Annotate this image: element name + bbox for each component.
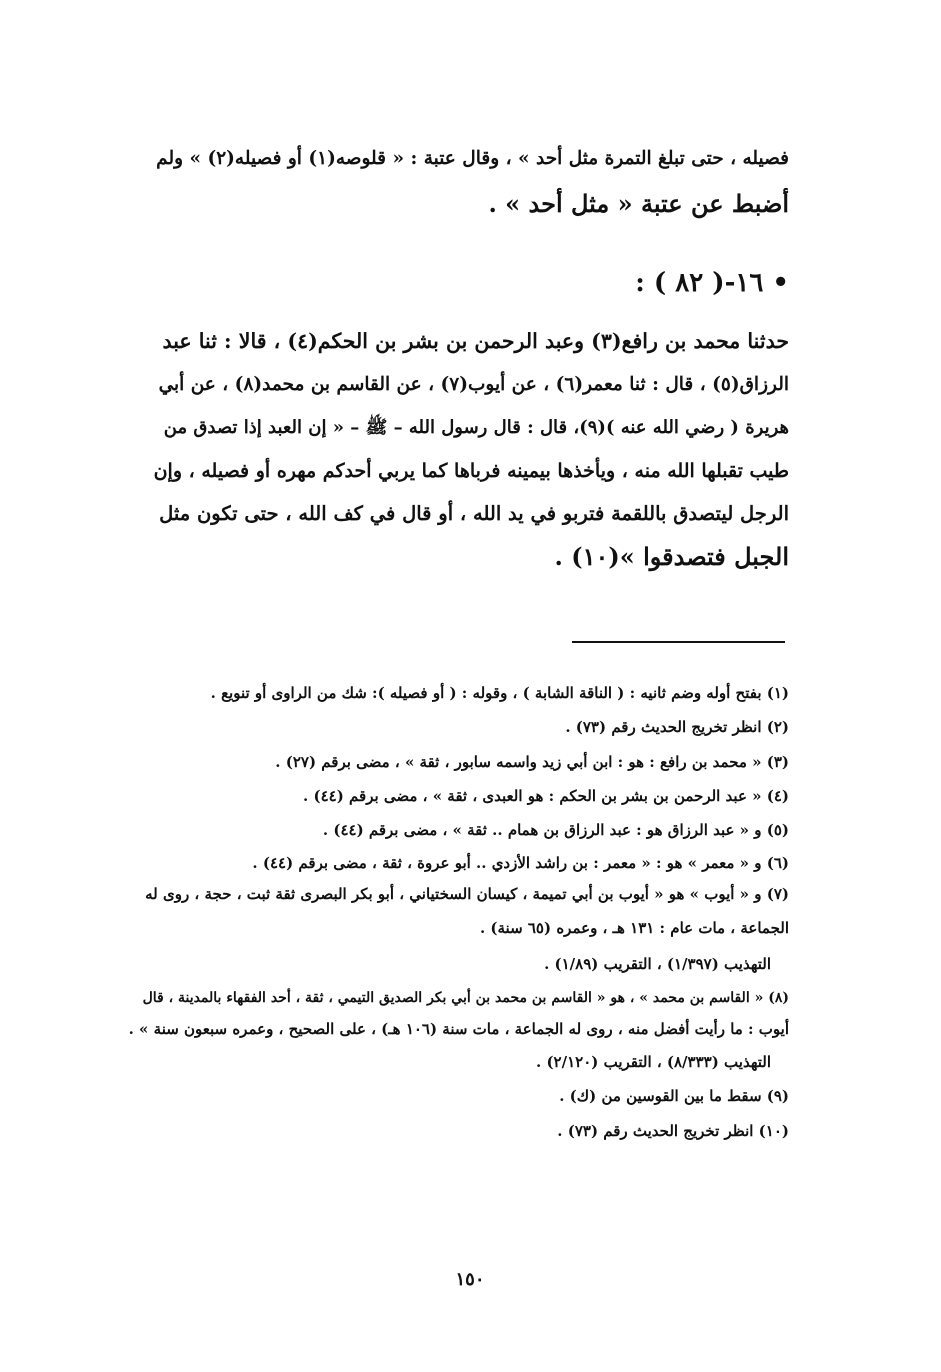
footnote-9: (٩) سقط ما بين القوسين من (ك) . <box>559 1087 789 1105</box>
footnote-2: (٢) انظر تخريج الحديث رقم (٧٣) . <box>565 718 789 736</box>
footnote-8: (٨) « القاسم بن محمد » ، هو « القاسم بن محمد بن أبي بكر الصديق التيمي ، ثقة ، أحد الفقهاء بالمدينة ، قال <box>142 990 789 1006</box>
footnote-7-continued: الجماعة ، مات عام : ١٣١ هـ ، وعمره (٦٥ سنة) . <box>479 919 789 937</box>
footnote-4: (٤) « عبد الرحمن بن بشر بن الحكم : هو العبدى ، ثقة » ، مضى برقم (٤٤) . <box>303 787 789 805</box>
hadith-line-1: حدثنا محمد بن رافع(٣) وعبد الرحمن بن بشر بن الحكم(٤) ، قالا : ثنا عبد <box>162 329 789 353</box>
footnote-10: (١٠) انظر تخريج الحديث رقم (٧٣) . <box>557 1122 789 1140</box>
intro-line-1: فصيله ، حتى تبلغ التمرة مثل أحد » ، وقال عتبة : « قلوصه(١) أو فصيله(٢) » ولم <box>156 148 789 169</box>
footnote-7-sources: التهذيب (١/٣٩٧) ، التقريب (١/٨٩) . <box>544 955 771 973</box>
intro-line-2: أضبط عن عتبة « مثل أحد » . <box>488 189 789 218</box>
footnote-6: (٦) و « معمر » هو : « معمر : بن راشد الأزدي .. أبو عروة ، ثقة ، مضى برقم (٤٤) . <box>252 854 789 872</box>
footnote-7: (٧) و « أيوب » هو « أيوب بن أبي تميمة ، كيسان السختياني ، أبو بكر البصرى ثقة ثبت ، حجة ، روى له <box>145 885 789 903</box>
footnote-8-sources: التهذيب (٨/٣٣٣) ، التقريب (٢/١٢٠) . <box>536 1053 771 1071</box>
hadith-line-6: الجبل فتصدقوا »(١٠) . <box>554 542 789 571</box>
footnote-3: (٣) « محمد بن رافع : هو : ابن أبي زيد واسمه سابور ، ثقة » ، مضى برقم (٢٧) . <box>275 753 789 771</box>
hadith-line-2: الرزاق(٥) ، قال : ثنا معمر(٦) ، عن أيوب(٧) ، عن القاسم بن محمد(٨) ، عن أبي <box>158 374 789 395</box>
hadith-line-5: الرجل ليتصدق باللقمة فتربو في يد الله ، أو قال في كف الله ، حتى تكون مثل <box>159 502 789 525</box>
footnote-1: (١) بفتح أوله وضم ثانيه : ( الناقة الشابة ) ، وقوله : ( أو فصيله ): شك من الراوى أو تنويع . <box>210 684 789 702</box>
footnote-separator <box>572 641 785 643</box>
footnote-8-continued: أيوب : ما رأيت أفضل منه ، روى له الجماعة ، مات سنة (١٠٦ هـ) ، على الصحيح ، وعمره سبعون سنة » . <box>128 1020 789 1038</box>
page-number: ١٥٠ <box>455 1269 485 1290</box>
hadith-number-heading: • ١٦-( ٨٢ ) : <box>635 268 789 298</box>
footnote-5: (٥) و « عبد الرزاق هو : عبد الرزاق بن همام .. ثقة » ، مضى برقم (٤٤) . <box>322 821 789 839</box>
hadith-line-4: طيب تقبلها الله منه ، ويأخذها بيمينه فرباها كما يربي أحدكم مهره أو فصيله ، وإن <box>153 460 789 482</box>
hadith-line-3: هريرة ( رضي الله عنه )(٩)، قال : قال رسول الله – ﷺ – « إن العبد إذا تصدق من <box>163 417 789 438</box>
